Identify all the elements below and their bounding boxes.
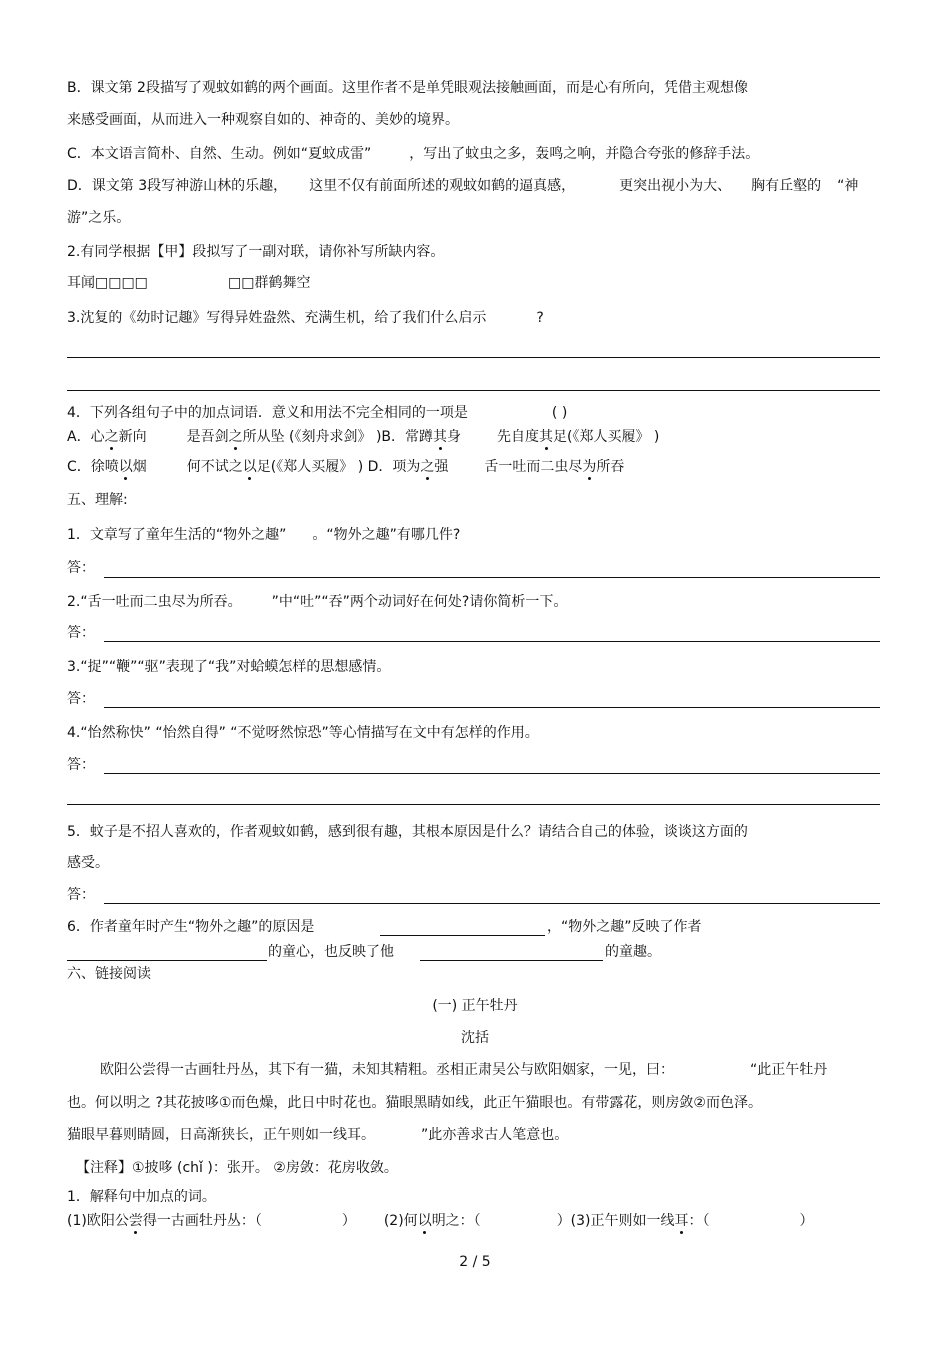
option-c-part1: C．本文语言简朴、自然、生动。例如“夏蚊成雷”: [67, 146, 372, 162]
text: 欧阳公尝得一古画牡丹丛，其下有一猫，未知其精粗。丞相正肃吴公与欧阳姻家，一见，曰：: [100, 1062, 674, 1078]
answer-line[interactable]: [104, 641, 880, 642]
dotted-word: 耳: [674, 1213, 689, 1229]
text: (2)何: [383, 1213, 418, 1229]
text: 明之：（: [431, 1213, 481, 1229]
fill-blank[interactable]: [420, 960, 603, 961]
understand-q3: 3.“捉”“鞭”“驱”表现了“我”对蛤蟆怎样的思想感情。: [67, 659, 391, 675]
answer-label: 答：: [67, 757, 95, 773]
answer-line[interactable]: [104, 707, 880, 708]
passage-line3: [67, 1125, 568, 1145]
understand-q4: 4.“怡然称快” “怡然自得” “不觉呀然惊恐”等心情描写在文中有怎样的作用。: [67, 725, 539, 741]
option-d-part1: D．课文第 3段写神游山林的乐趣，: [67, 178, 288, 194]
text: 烟: [132, 459, 147, 475]
answer-label: 答：: [67, 887, 95, 903]
text: ）(3)正午则如一线: [556, 1213, 675, 1229]
understand-q5-line1: 5．蚊子是不招人喜欢的，作者观蚊如鹤，感到很有趣，其根本原因是什么？请结合自己的体验，谈谈这方面的: [67, 824, 748, 840]
dotted-word: 之: [420, 459, 435, 475]
text: 强: [434, 459, 449, 475]
answer-line[interactable]: [67, 390, 880, 391]
text: 足(《郑人买履》 ): [553, 429, 660, 445]
question-4-bracket: ( ): [551, 405, 568, 421]
text: ”此亦善求古人笔意也。: [421, 1127, 569, 1143]
option-b-line2: 来感受画面，从而进入一种观察自如的、神奇的、美妙的境界。: [67, 112, 459, 128]
understand-q2: [67, 592, 567, 612]
answer-label: 答：: [67, 560, 95, 576]
text: 身: [447, 429, 462, 445]
question-4-text: 4．下列各组句子中的加点词语．意义和用法不完全相同的一项是: [67, 405, 468, 421]
answer-line[interactable]: [104, 773, 880, 774]
option-d-part3: 更突出视小为大、: [619, 178, 732, 194]
fill-blank[interactable]: [380, 935, 545, 936]
understand-q6-part4: 的童趣。: [605, 944, 661, 960]
option-c-line: [67, 144, 759, 164]
answer-line[interactable]: [67, 357, 880, 358]
fill-blank[interactable]: [67, 960, 267, 961]
text: 新向: [118, 429, 147, 445]
answer-label: 答：: [67, 691, 95, 707]
text: ”中“吐”“吞”两个动词好在何处?请你简析一下。: [271, 594, 568, 610]
understand-q1: [67, 525, 460, 545]
passage-line1: [100, 1060, 827, 1080]
text: 所吞: [596, 459, 625, 475]
passage-line2: 也。何以明之 ?其花披哆①而色燥，此日中时花也。猫眼黑睛如线，此正午猫眼也。有带露花，则房敛②而色泽。: [67, 1095, 762, 1111]
text: 。“物外之趣”有哪几件?: [312, 527, 461, 543]
question-4-option-ab: [67, 427, 659, 447]
section-six-heading: 六、链接阅读: [67, 966, 151, 982]
option-d-line2: 游”之乐。: [67, 210, 131, 226]
option-d-part2: 这里不仅有前面所述的观蚊如鹤的逼真感，: [309, 178, 576, 194]
text: 何不试之: [186, 459, 243, 475]
text: 足(《郑人买履》 ) D．项为: [256, 459, 421, 475]
dotted-word: 之: [228, 429, 243, 445]
dotted-word: 之: [104, 429, 119, 445]
text: 是吾剑: [186, 429, 229, 445]
option-b-line1: B．课文第 2段描写了观蚊如鹤的两个画面。这里作者不是单凭眼观法接触画面，而是心有所向，凭借主观想像: [67, 80, 748, 96]
dotted-word: 以: [417, 1213, 432, 1229]
understand-q6-part3: 的童心，也反映了他: [268, 944, 394, 960]
text: 6．作者童年时产生“物外之趣”的原因是: [67, 919, 315, 935]
text: 先自度: [497, 429, 540, 445]
question-4-option-cd: [67, 457, 624, 477]
text: ：（: [688, 1213, 710, 1229]
text: ）: [799, 1213, 814, 1229]
exercise-1-heading: 1．解释句中加点的词。: [67, 1189, 216, 1205]
text: 猫眼早暮则睛圆，日高渐狭长，正午则如一线耳。: [67, 1127, 375, 1143]
dotted-word: 其: [539, 429, 554, 445]
passage-author: 沈括: [461, 1030, 489, 1046]
question-3-mark: ?: [536, 310, 544, 326]
option-d-line1: [67, 176, 858, 196]
text: (1)欧阳公: [67, 1213, 129, 1229]
question-3: [67, 308, 544, 328]
text: 舌一吐而二虫尽: [484, 459, 583, 475]
page-number: 2 / 5: [459, 1254, 491, 1270]
text: ）: [341, 1213, 356, 1229]
dotted-word: 为: [582, 459, 597, 475]
question-4: [67, 403, 567, 423]
text: C．徐喷: [67, 459, 119, 475]
question-2: 2.有同学根据【甲】段拟写了一副对联，请你补写所缺内容。: [67, 244, 445, 260]
couplet-first: 耳闻□□□□: [67, 275, 148, 291]
dotted-word: 尝: [128, 1213, 143, 1229]
text: 得一古画牡丹丛：（: [142, 1213, 262, 1229]
understand-q5-line2: 感受。: [67, 855, 109, 871]
dotted-word: 以: [242, 459, 257, 475]
answer-line[interactable]: [104, 903, 880, 904]
answer-line[interactable]: [104, 577, 880, 578]
option-d-part5: “神: [837, 178, 859, 194]
exercise-1-items: [67, 1211, 814, 1231]
couplet-second: □□群鹤舞空: [228, 275, 311, 291]
option-c-part2: ，写出了蚊虫之多，轰鸣之响，并隐合夸张的修辞手法。: [409, 146, 760, 162]
annotation-note: 【注释】①披哆 (chǐ )：张开。 ②房敛：花房收敛。: [76, 1160, 398, 1176]
text: A．心: [67, 429, 105, 445]
answer-label: 答：: [67, 625, 95, 641]
passage-title: (一) 正午牡丹: [432, 998, 518, 1014]
dotted-word: 以: [118, 459, 133, 475]
question-3-text: 3.沈复的《幼时记趣》写得异姓盎然、充满生机，给了我们什么启示: [67, 310, 487, 326]
dotted-word: 其: [433, 429, 448, 445]
text: 1．文章写了童年生活的“物外之趣”: [67, 527, 287, 543]
understand-q6-line1: [67, 917, 314, 937]
text: 2.“舌一吐而二虫尽为所吞。: [67, 594, 242, 610]
section-five-heading: 五、理解:: [67, 492, 128, 508]
option-d-part4: 胸有丘壑的: [751, 178, 822, 194]
text: “此正午牡丹: [750, 1062, 828, 1078]
answer-line[interactable]: [67, 804, 880, 805]
text: 所从坠 (《刻舟求剑》 )B．常蹲: [242, 429, 434, 445]
understand-q6-part2: ，“物外之趣”反映了作者: [547, 919, 702, 935]
